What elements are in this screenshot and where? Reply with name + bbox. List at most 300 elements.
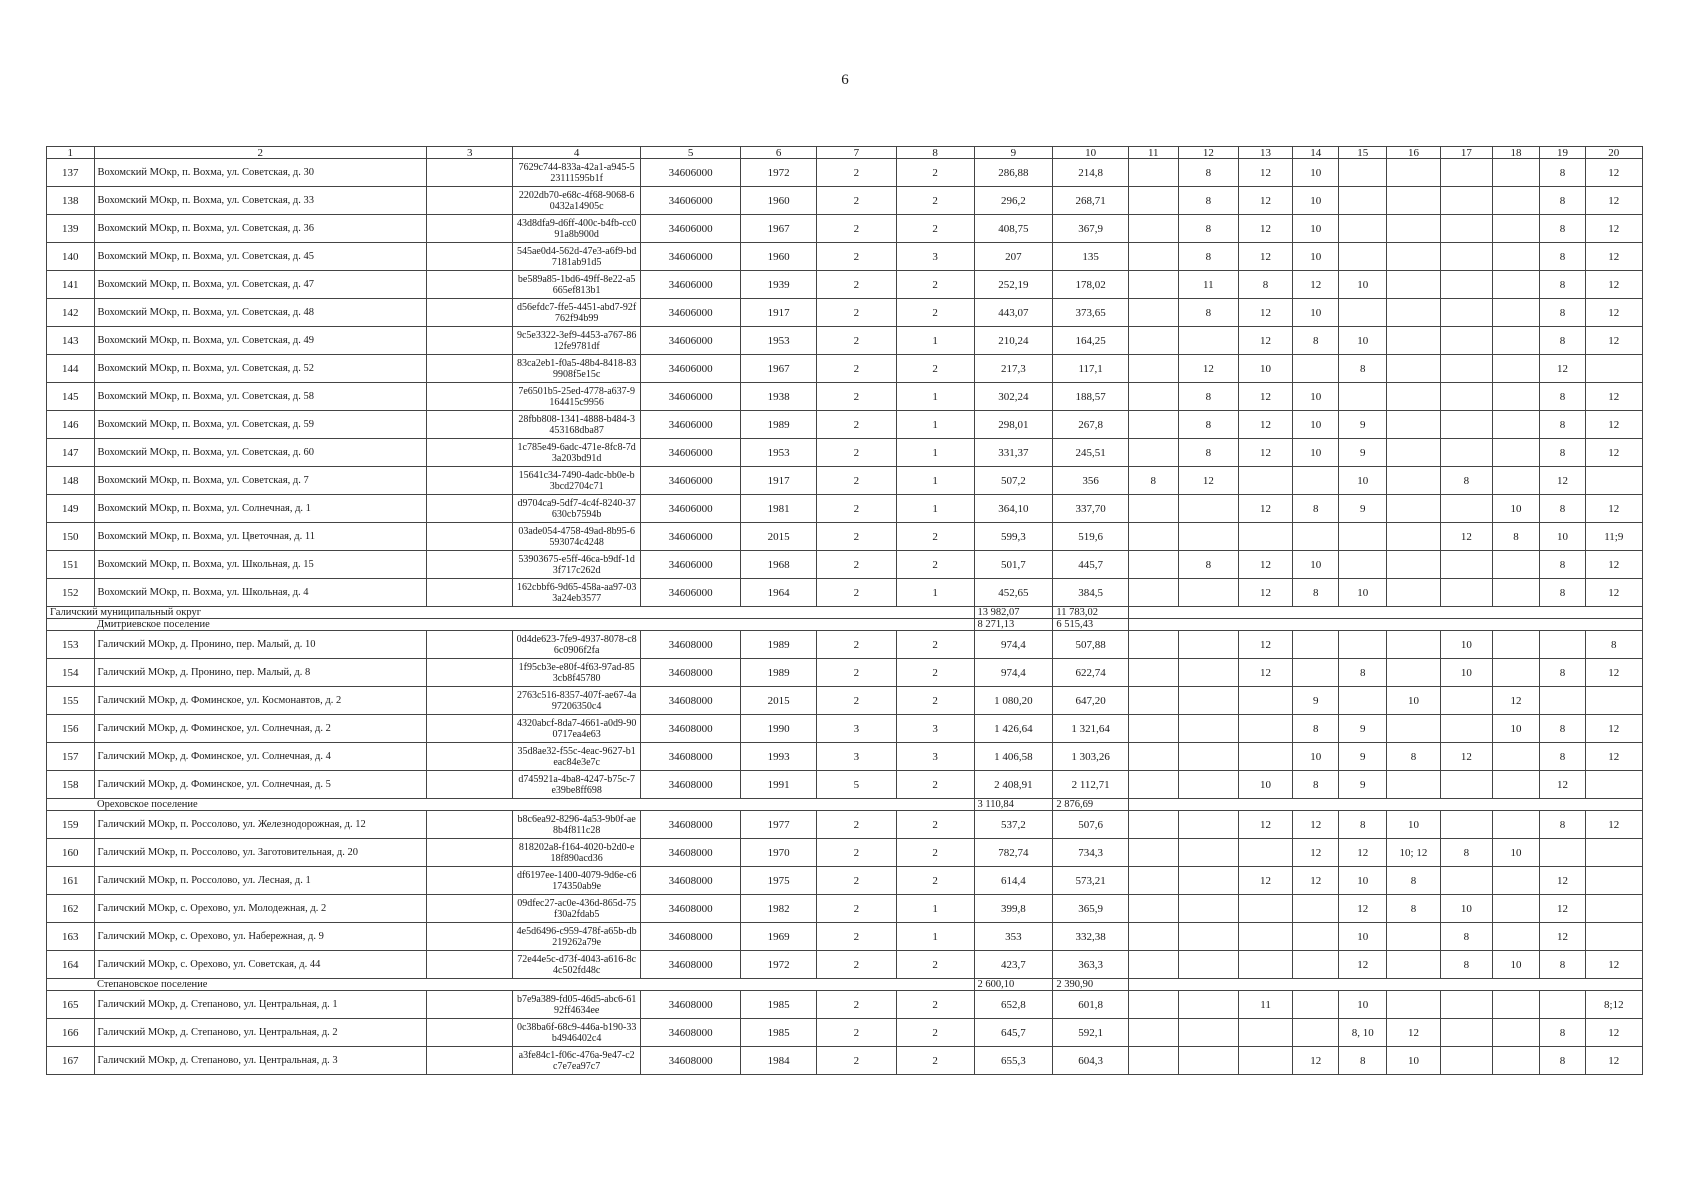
guid-cell: 35d8ae32-f55c-4eac-9627-b1eac84e3e7c (513, 743, 640, 771)
oktmo-cell: 34606000 (640, 271, 740, 299)
entrances-cell: 2 (896, 991, 974, 1019)
col-18-cell (1492, 327, 1540, 355)
col-15-cell: 8 (1339, 811, 1387, 839)
col-3-cell (427, 327, 513, 355)
entrances-cell: 2 (896, 811, 974, 839)
col-18-cell: 10 (1492, 495, 1540, 523)
total-area-cell: 296,2 (974, 187, 1053, 215)
col-19-cell: 8 (1540, 1019, 1585, 1047)
col-16-cell (1386, 215, 1440, 243)
year-built-cell: 1993 (741, 743, 817, 771)
column-number-10: 10 (1053, 147, 1129, 159)
col-19-cell: 8 (1540, 215, 1585, 243)
col-12-cell (1178, 743, 1238, 771)
total-area-cell: 655,3 (974, 1047, 1053, 1075)
col-11-cell (1128, 771, 1178, 799)
guid-cell: d9704ca9-5df7-4c4f-8240-37630cb7594b (513, 495, 640, 523)
col-13-cell (1239, 895, 1293, 923)
guid-cell: 9c5e3322-3ef9-4453-a767-8612fe9781df (513, 327, 640, 355)
guid-cell: 0c38ba6f-68c9-446a-b190-33b4946402c4 (513, 1019, 640, 1047)
col-16-cell (1386, 299, 1440, 327)
col-20-cell: 12 (1585, 383, 1642, 411)
col-12-cell: 8 (1178, 187, 1238, 215)
table-row (47, 1019, 1643, 1047)
living-area-cell: 573,21 (1053, 867, 1129, 895)
oktmo-cell: 34606000 (640, 551, 740, 579)
col-18-cell (1492, 551, 1540, 579)
oktmo-cell: 34606000 (640, 383, 740, 411)
col-15-cell: 10 (1339, 467, 1387, 495)
col-17-cell (1440, 159, 1492, 187)
col-14-cell: 8 (1293, 579, 1339, 607)
floors-cell: 2 (816, 355, 896, 383)
entrances-cell: 2 (896, 771, 974, 799)
living-area-cell: 356 (1053, 467, 1129, 495)
col-3-cell (427, 579, 513, 607)
address-cell: Галичский МОкр, с. Орехово, ул. Набережная, д. 9 (94, 923, 427, 951)
col-18-cell (1492, 895, 1540, 923)
year-built-cell: 1990 (741, 715, 817, 743)
col-15-cell: 9 (1339, 743, 1387, 771)
col-19-cell: 8 (1540, 1047, 1585, 1075)
year-built-cell: 1968 (741, 551, 817, 579)
total-area-cell: 217,3 (974, 355, 1053, 383)
col-11-cell (1128, 811, 1178, 839)
subtotal-row (47, 607, 1643, 619)
col-16-cell: 10 (1386, 811, 1440, 839)
col-17-cell: 12 (1440, 523, 1492, 551)
col-11-cell (1128, 951, 1178, 979)
floors-cell: 3 (816, 715, 896, 743)
col-20-cell: 12 (1585, 811, 1642, 839)
col-19-cell: 8 (1540, 659, 1585, 687)
col-13-cell (1239, 839, 1293, 867)
guid-cell: b7e9a389-fd05-46d5-abc6-6192ff4634ee (513, 991, 640, 1019)
guid-cell: be589a85-1bd6-49ff-8e22-a5665ef813b1 (513, 271, 640, 299)
total-area-cell: 423,7 (974, 951, 1053, 979)
living-area-cell: 507,6 (1053, 811, 1129, 839)
col-14-cell (1293, 631, 1339, 659)
col-19-cell (1540, 991, 1585, 1019)
col-20-cell: 12 (1585, 327, 1642, 355)
living-area-cell: 117,1 (1053, 355, 1129, 383)
address-cell: Галичский МОкр, с. Орехово, ул. Советская, д. 44 (94, 951, 427, 979)
col-14-cell (1293, 467, 1339, 495)
col-16-cell (1386, 523, 1440, 551)
col-11-cell (1128, 299, 1178, 327)
table-row (47, 355, 1643, 383)
oktmo-cell: 34608000 (640, 839, 740, 867)
col-11-cell (1128, 659, 1178, 687)
living-area-cell: 214,8 (1053, 159, 1129, 187)
table-row (47, 159, 1643, 187)
subtotal-row (47, 619, 1643, 631)
col-15-cell: 10 (1339, 271, 1387, 299)
col-19-cell: 8 (1540, 743, 1585, 771)
table-row (47, 811, 1643, 839)
entrances-cell: 2 (896, 1019, 974, 1047)
row-number-cell: 141 (47, 271, 95, 299)
total-area-cell: 353 (974, 923, 1053, 951)
col-13-cell: 12 (1239, 579, 1293, 607)
col-13-cell: 12 (1239, 327, 1293, 355)
col-18-cell (1492, 383, 1540, 411)
col-3-cell (427, 495, 513, 523)
total-area-cell: 298,01 (974, 411, 1053, 439)
col-3-cell (427, 355, 513, 383)
table-row (47, 743, 1643, 771)
col-13-cell: 12 (1239, 411, 1293, 439)
col-19-cell: 8 (1540, 187, 1585, 215)
col-18-cell (1492, 299, 1540, 327)
oktmo-cell: 34608000 (640, 715, 740, 743)
col-12-cell (1178, 631, 1238, 659)
col-11-cell (1128, 355, 1178, 383)
column-number-9: 9 (974, 147, 1053, 159)
col-15-cell: 10 (1339, 867, 1387, 895)
address-cell: Галичский МОкр, д. Пронино, пер. Малый, д. 8 (94, 659, 427, 687)
table-row (47, 923, 1643, 951)
col-11-cell: 8 (1128, 467, 1178, 495)
column-number-17: 17 (1440, 147, 1492, 159)
year-built-cell: 1991 (741, 771, 817, 799)
guid-cell: a3fe84c1-f06c-476a-9e47-c2c7e7ea97c7 (513, 1047, 640, 1075)
total-area-cell: 599,3 (974, 523, 1053, 551)
total-area-cell: 210,24 (974, 327, 1053, 355)
living-area-cell: 1 303,26 (1053, 743, 1129, 771)
col-15-cell (1339, 631, 1387, 659)
col-17-cell: 8 (1440, 923, 1492, 951)
year-built-cell: 1953 (741, 439, 817, 467)
col-16-cell: 8 (1386, 867, 1440, 895)
living-area-cell: 337,70 (1053, 495, 1129, 523)
col-18-cell (1492, 355, 1540, 383)
address-cell: Вохомский МОкр, п. Вохма, ул. Советская, д. 47 (94, 271, 427, 299)
col-18-cell: 10 (1492, 715, 1540, 743)
col-18-cell (1492, 631, 1540, 659)
living-area-cell: 332,38 (1053, 923, 1129, 951)
col-16-cell: 10 (1386, 1047, 1440, 1075)
subtotal-label: Ореховское поселение (47, 799, 975, 811)
col-12-cell (1178, 1047, 1238, 1075)
subtotal-empty (1128, 979, 1642, 991)
col-17-cell (1440, 495, 1492, 523)
table-row (47, 687, 1643, 715)
col-20-cell: 12 (1585, 551, 1642, 579)
floors-cell: 2 (816, 215, 896, 243)
row-number-cell: 143 (47, 327, 95, 355)
living-area-cell: 445,7 (1053, 551, 1129, 579)
year-built-cell: 1989 (741, 631, 817, 659)
entrances-cell: 3 (896, 743, 974, 771)
entrances-cell: 3 (896, 243, 974, 271)
column-number-11: 11 (1128, 147, 1178, 159)
living-area-cell: 1 321,64 (1053, 715, 1129, 743)
column-number-18: 18 (1492, 147, 1540, 159)
col-12-cell (1178, 715, 1238, 743)
total-area-cell: 207 (974, 243, 1053, 271)
col-20-cell: 8 (1585, 631, 1642, 659)
col-20-cell: 12 (1585, 951, 1642, 979)
year-built-cell: 1981 (741, 495, 817, 523)
table-row (47, 839, 1643, 867)
entrances-cell: 1 (896, 383, 974, 411)
col-19-cell: 8 (1540, 243, 1585, 271)
subtotal-row (47, 979, 1643, 991)
address-cell: Вохомский МОкр, п. Вохма, ул. Советская, д. 36 (94, 215, 427, 243)
col-20-cell: 8;12 (1585, 991, 1642, 1019)
row-number-cell: 159 (47, 811, 95, 839)
col-20-cell: 12 (1585, 299, 1642, 327)
col-11-cell (1128, 715, 1178, 743)
col-14-cell: 8 (1293, 715, 1339, 743)
col-19-cell: 8 (1540, 951, 1585, 979)
col-18-cell (1492, 243, 1540, 271)
total-area-cell: 286,88 (974, 159, 1053, 187)
col-18-cell (1492, 811, 1540, 839)
col-13-cell: 10 (1239, 355, 1293, 383)
col-11-cell (1128, 687, 1178, 715)
col-12-cell (1178, 659, 1238, 687)
col-18-cell (1492, 923, 1540, 951)
col-12-cell: 8 (1178, 243, 1238, 271)
col-12-cell: 8 (1178, 439, 1238, 467)
living-area-cell: 592,1 (1053, 1019, 1129, 1047)
year-built-cell: 1938 (741, 383, 817, 411)
total-area-cell: 399,8 (974, 895, 1053, 923)
col-15-cell: 9 (1339, 495, 1387, 523)
col-14-cell: 8 (1293, 771, 1339, 799)
entrances-cell: 1 (896, 411, 974, 439)
col-11-cell (1128, 867, 1178, 895)
col-3-cell (427, 159, 513, 187)
col-3-cell (427, 839, 513, 867)
total-area-cell: 408,75 (974, 215, 1053, 243)
col-14-cell: 8 (1293, 327, 1339, 355)
oktmo-cell: 34606000 (640, 299, 740, 327)
col-16-cell: 12 (1386, 1019, 1440, 1047)
table-row (47, 951, 1643, 979)
column-number-15: 15 (1339, 147, 1387, 159)
column-number-3: 3 (427, 147, 513, 159)
entrances-cell: 2 (896, 355, 974, 383)
floors-cell: 2 (816, 895, 896, 923)
guid-cell: d56efdc7-ffe5-4451-abd7-92f762f94b99 (513, 299, 640, 327)
address-cell: Галичский МОкр, п. Россолово, ул. Железнодорожная, д. 12 (94, 811, 427, 839)
col-11-cell (1128, 439, 1178, 467)
col-18-cell (1492, 439, 1540, 467)
col-19-cell: 8 (1540, 411, 1585, 439)
guid-cell: 53903675-e5ff-46ca-b9df-1d3f717c262d (513, 551, 640, 579)
table-row (47, 299, 1643, 327)
col-13-cell: 12 (1239, 659, 1293, 687)
col-14-cell: 10 (1293, 243, 1339, 271)
col-11-cell (1128, 895, 1178, 923)
col-15-cell: 10 (1339, 991, 1387, 1019)
guid-cell: 818202a8-f164-4020-b2d0-e18f890acd36 (513, 839, 640, 867)
col-19-cell: 8 (1540, 327, 1585, 355)
floors-cell: 2 (816, 579, 896, 607)
col-16-cell (1386, 355, 1440, 383)
total-area-cell: 364,10 (974, 495, 1053, 523)
row-number-cell: 150 (47, 523, 95, 551)
row-number-cell: 148 (47, 467, 95, 495)
year-built-cell: 1917 (741, 467, 817, 495)
row-number-cell: 155 (47, 687, 95, 715)
oktmo-cell: 34608000 (640, 743, 740, 771)
year-built-cell: 1977 (741, 811, 817, 839)
oktmo-cell: 34606000 (640, 579, 740, 607)
living-area-cell: 267,8 (1053, 411, 1129, 439)
floors-cell: 5 (816, 771, 896, 799)
table-row (47, 895, 1643, 923)
col-15-cell: 10 (1339, 327, 1387, 355)
col-15-cell: 9 (1339, 411, 1387, 439)
col-3-cell (427, 715, 513, 743)
subtotal-label: Галичский муниципальный округ (47, 607, 975, 619)
col-17-cell (1440, 771, 1492, 799)
col-12-cell: 8 (1178, 383, 1238, 411)
col-18-cell (1492, 771, 1540, 799)
col-19-cell: 8 (1540, 439, 1585, 467)
total-area-cell: 614,4 (974, 867, 1053, 895)
total-area-cell: 782,74 (974, 839, 1053, 867)
col-11-cell (1128, 187, 1178, 215)
col-17-cell: 8 (1440, 467, 1492, 495)
table-row (47, 411, 1643, 439)
total-area-cell: 537,2 (974, 811, 1053, 839)
total-area-cell: 452,65 (974, 579, 1053, 607)
col-12-cell (1178, 811, 1238, 839)
col-20-cell (1585, 355, 1642, 383)
living-area-cell: 604,3 (1053, 1047, 1129, 1075)
living-area-cell: 135 (1053, 243, 1129, 271)
col-17-cell (1440, 383, 1492, 411)
year-built-cell: 2015 (741, 687, 817, 715)
address-cell: Галичский МОкр, д. Степаново, ул. Центральная, д. 1 (94, 991, 427, 1019)
col-17-cell (1440, 991, 1492, 1019)
col-18-cell: 10 (1492, 839, 1540, 867)
col-14-cell: 9 (1293, 687, 1339, 715)
guid-cell: 4e5d6496-c959-478f-a65b-db219262a79e (513, 923, 640, 951)
column-number-8: 8 (896, 147, 974, 159)
col-13-cell: 11 (1239, 991, 1293, 1019)
address-cell: Вохомский МОкр, п. Вохма, ул. Советская, д. 33 (94, 187, 427, 215)
col-20-cell: 12 (1585, 715, 1642, 743)
col-3-cell (427, 895, 513, 923)
row-number-cell: 149 (47, 495, 95, 523)
col-18-cell (1492, 187, 1540, 215)
subtotal-total-area: 3 110,84 (974, 799, 1053, 811)
col-19-cell (1540, 631, 1585, 659)
col-3-cell (427, 383, 513, 411)
address-cell: Галичский МОкр, д. Фоминское, ул. Космонавтов, д. 2 (94, 687, 427, 715)
table-row (47, 383, 1643, 411)
col-13-cell (1239, 523, 1293, 551)
living-area-cell: 178,02 (1053, 271, 1129, 299)
col-17-cell (1440, 327, 1492, 355)
col-17-cell: 10 (1440, 631, 1492, 659)
row-number-cell: 144 (47, 355, 95, 383)
entrances-cell: 2 (896, 271, 974, 299)
col-16-cell (1386, 467, 1440, 495)
col-19-cell: 12 (1540, 923, 1585, 951)
col-18-cell (1492, 659, 1540, 687)
total-area-cell: 507,2 (974, 467, 1053, 495)
col-19-cell: 8 (1540, 159, 1585, 187)
address-cell: Вохомский МОкр, п. Вохма, ул. Советская, д. 30 (94, 159, 427, 187)
subtotal-living-area: 11 783,02 (1053, 607, 1129, 619)
col-3-cell (427, 811, 513, 839)
col-20-cell: 12 (1585, 439, 1642, 467)
col-13-cell: 12 (1239, 439, 1293, 467)
table-row (47, 631, 1643, 659)
col-3-cell (427, 923, 513, 951)
col-15-cell: 10 (1339, 579, 1387, 607)
col-13-cell (1239, 467, 1293, 495)
col-13-cell (1239, 1019, 1293, 1047)
col-11-cell (1128, 523, 1178, 551)
living-area-cell: 164,25 (1053, 327, 1129, 355)
col-13-cell (1239, 951, 1293, 979)
col-13-cell: 12 (1239, 383, 1293, 411)
total-area-cell: 501,7 (974, 551, 1053, 579)
col-18-cell (1492, 271, 1540, 299)
address-cell: Галичский МОкр, д. Фоминское, ул. Солнечная, д. 5 (94, 771, 427, 799)
col-12-cell (1178, 951, 1238, 979)
col-3-cell (427, 1047, 513, 1075)
floors-cell: 2 (816, 439, 896, 467)
guid-cell: 162cbbf6-9d65-458a-aa97-033a24eb3577 (513, 579, 640, 607)
col-15-cell (1339, 687, 1387, 715)
col-17-cell (1440, 187, 1492, 215)
row-number-cell: 137 (47, 159, 95, 187)
col-14-cell: 10 (1293, 439, 1339, 467)
floors-cell: 2 (816, 467, 896, 495)
col-15-cell: 12 (1339, 839, 1387, 867)
col-18-cell (1492, 159, 1540, 187)
col-15-cell (1339, 383, 1387, 411)
col-12-cell: 8 (1178, 299, 1238, 327)
living-area-cell: 367,9 (1053, 215, 1129, 243)
subtotal-total-area: 8 271,13 (974, 619, 1053, 631)
col-19-cell: 8 (1540, 811, 1585, 839)
col-19-cell: 8 (1540, 495, 1585, 523)
col-16-cell (1386, 659, 1440, 687)
living-area-cell: 2 112,71 (1053, 771, 1129, 799)
col-11-cell (1128, 839, 1178, 867)
oktmo-cell: 34606000 (640, 467, 740, 495)
col-13-cell (1239, 715, 1293, 743)
col-15-cell (1339, 215, 1387, 243)
col-16-cell (1386, 439, 1440, 467)
row-number-cell: 162 (47, 895, 95, 923)
subtotal-living-area: 6 515,43 (1053, 619, 1129, 631)
col-13-cell (1239, 687, 1293, 715)
table-row (47, 579, 1643, 607)
col-12-cell: 11 (1178, 271, 1238, 299)
col-3-cell (427, 187, 513, 215)
year-built-cell: 1989 (741, 659, 817, 687)
entrances-cell: 2 (896, 867, 974, 895)
address-cell: Вохомский МОкр, п. Вохма, ул. Советская, д. 49 (94, 327, 427, 355)
living-area-cell: 268,71 (1053, 187, 1129, 215)
address-cell: Вохомский МОкр, п. Вохма, ул. Советская, д. 59 (94, 411, 427, 439)
col-17-cell: 12 (1440, 743, 1492, 771)
col-17-cell (1440, 1047, 1492, 1075)
col-20-cell: 12 (1585, 411, 1642, 439)
col-16-cell (1386, 411, 1440, 439)
